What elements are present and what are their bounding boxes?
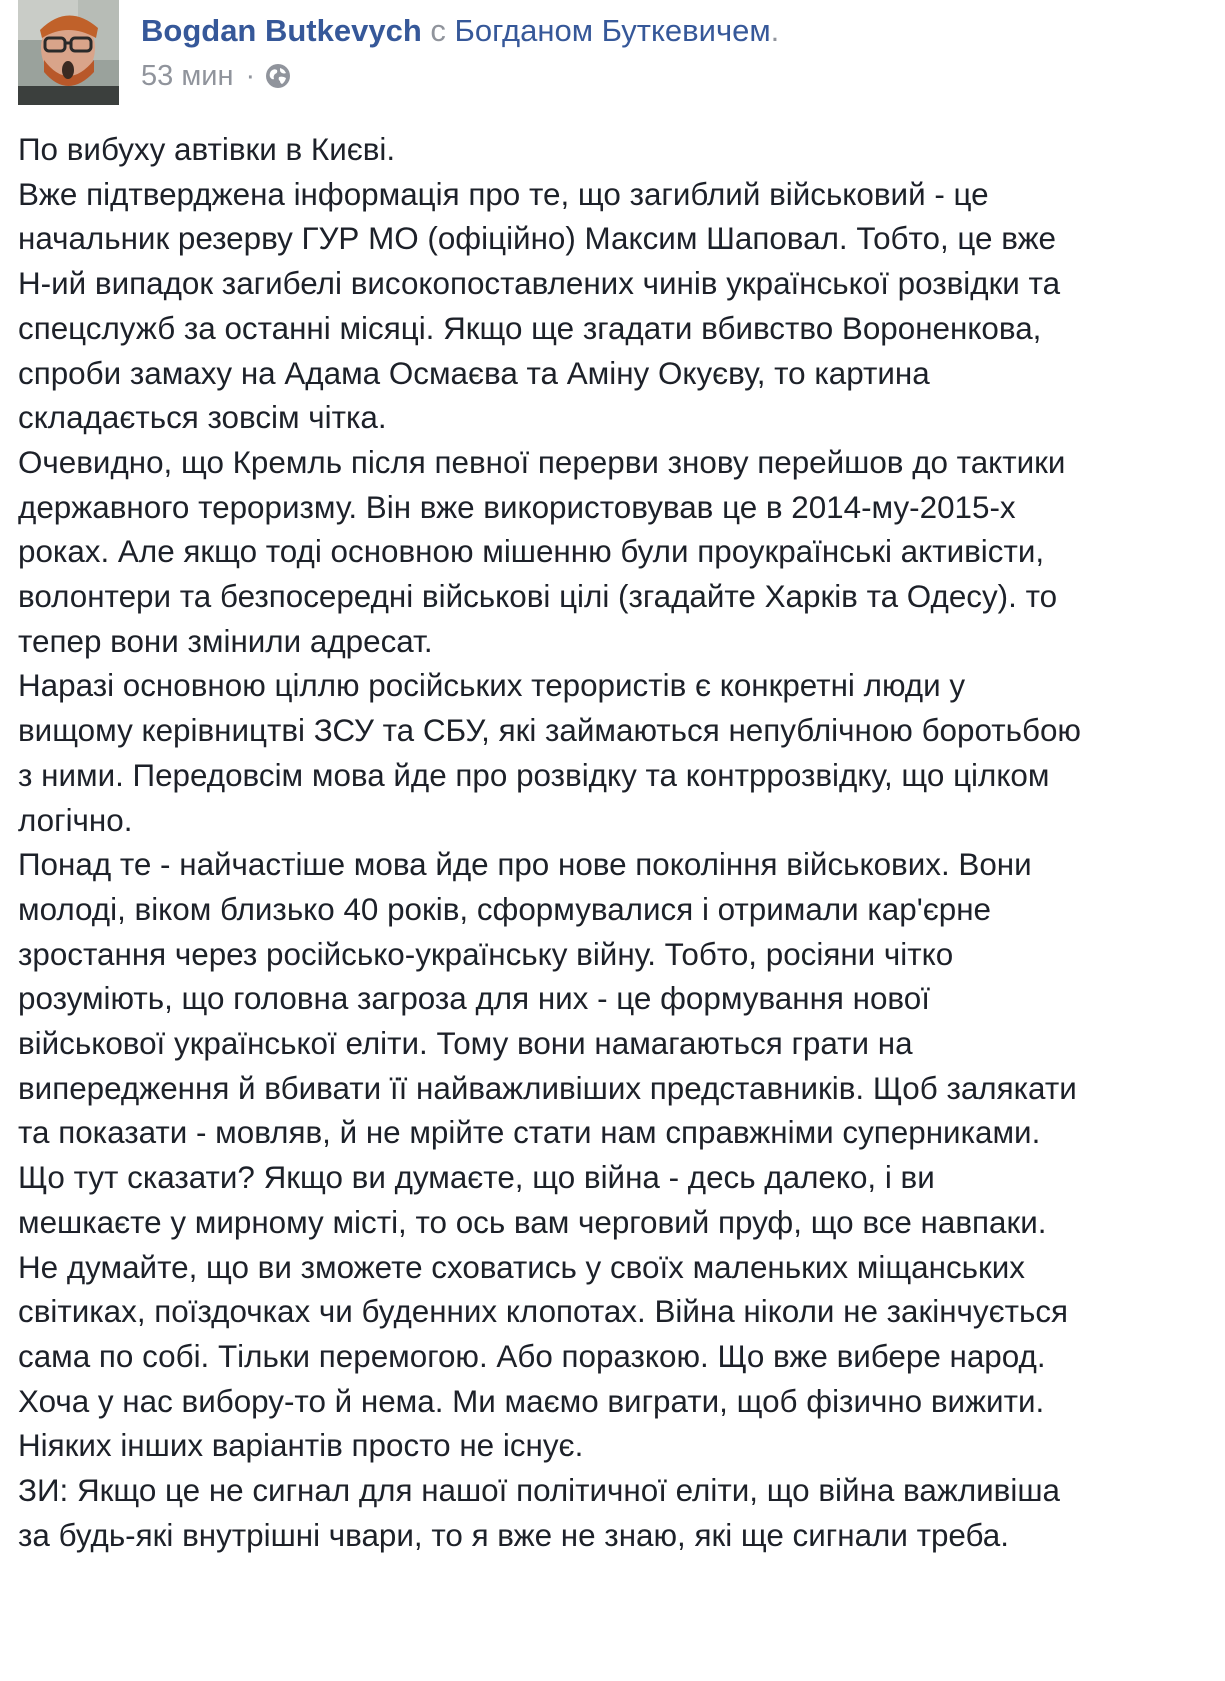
post-text-line: спецслужб за останні місяці. Якщо ще згадати вбивство Вороненкова, — [18, 310, 1042, 346]
post-text-line: Не думайте, що ви зможете сховатись у своїх маленьких міщанських — [18, 1249, 1025, 1285]
post-text-line: Ніяких інших варіантів просто не існує. — [18, 1428, 584, 1464]
post-text-line: за будь-які внутрішні чвари, то я вже не знаю, які ще сигнали треба. — [18, 1517, 1009, 1553]
post-text-line: військової української еліти. Тому вони намагаються грати на — [18, 1026, 913, 1062]
avatar[interactable] — [18, 0, 119, 105]
post-text-line: начальник резерву ГУР МО (офіційно) Максим Шаповал. Тобто, це вже — [18, 221, 1057, 257]
with-label: с — [430, 13, 446, 48]
author-line — [141, 13, 779, 49]
post-text-line: випередження й вбивати її найважливіших представників. Щоб залякати — [18, 1070, 1077, 1106]
author-name-link[interactable]: Bogdan Butkevych — [141, 13, 422, 48]
post-text-line: вищому керівництві ЗСУ та СБУ, які займаються непублічною боротьбою — [18, 713, 1081, 749]
post-text-line: зростання через російсько-українську війну. Тобто, росіяни чітко — [18, 936, 954, 972]
avatar-image — [18, 0, 119, 105]
post-text-line: роках. Але якщо тоді основною мішенню були проукраїнські активісти, — [18, 534, 1045, 570]
post-text-line: мешкаєте у мирному місті, то ось вам черговий пруф, що все навпаки. — [18, 1204, 1047, 1240]
post-text-line: світиках, поїздочках чи буденних клопотах. Війна ніколи не закінчується — [18, 1294, 1069, 1330]
post-text-line: складається зовсім чітка. — [18, 400, 387, 436]
post-text-line: та показати - мовляв, й не мрійте стати нам справжніми суперниками. — [18, 1115, 1041, 1151]
post-text-line: сама по собі. Тільки перемогою. Або поразкою. Що вже вибере народ. — [18, 1338, 1046, 1374]
post-text-line: розуміють, що головна загроза для них - це формування нової — [18, 981, 930, 1017]
post-text-line: ЗИ: Якщо це не сигнал для нашої політичної еліти, що війна важливіша — [18, 1473, 1060, 1509]
post-text-line: молоді, віком близько 40 років, сформувалися і отримали кар'єрне — [18, 891, 991, 927]
tagged-suffix: . — [770, 13, 780, 48]
post-text-line: Н-ий випадок загибелі високопоставлених чинів української розвідки та — [18, 266, 1061, 302]
post-text-line: Що тут сказати? Якщо ви думаєте, що війна - десь далеко, і ви — [18, 1160, 935, 1196]
post-text-line: тепер вони змінили адресат. — [18, 623, 433, 659]
post-body — [18, 128, 1218, 1559]
tagged-user-link[interactable]: Богданом Буткевичем — [454, 13, 771, 48]
post-meta — [141, 60, 291, 92]
post-text-line: спроби замаху на Адама Осмаєва та Аміну Окуєву, то картина — [18, 355, 930, 391]
globe-icon[interactable] — [265, 63, 291, 89]
post-text-line: Наразі основною ціллю російських терористів є конкретні люди у — [18, 668, 966, 704]
post-text-line: Хоча у нас вибору-то й нема. Ми маємо виграти, щоб фізично вижити. — [18, 1383, 1045, 1419]
post-timestamp-link[interactable]: 53 мин — [141, 60, 234, 92]
post-text-line: По вибуху автівки в Києві. — [18, 132, 396, 167]
post-text-line: Очевидно, що Кремль після певної перерви знову перейшов до тактики — [18, 444, 1066, 480]
post-text-line: Вже підтверджена інформація про те, що загиблий військовий - це — [18, 176, 989, 212]
meta-separator: · — [245, 60, 256, 92]
post-text-line: державного тероризму. Він вже використовував це в 2014-му-2015-х — [18, 489, 1016, 525]
post-text-line: з ними. Передовсім мова йде про розвідку та контррозвідку, що цілком — [18, 757, 1050, 793]
post-text-line: волонтери та безпосередні військові цілі (згадайте Харків та Одесу). то — [18, 579, 1058, 615]
post-text-line: логічно. — [18, 802, 133, 838]
post-text-line: Понад те - найчастіше мова йде про нове покоління військових. Вони — [18, 847, 1032, 883]
post-header — [18, 0, 1208, 106]
